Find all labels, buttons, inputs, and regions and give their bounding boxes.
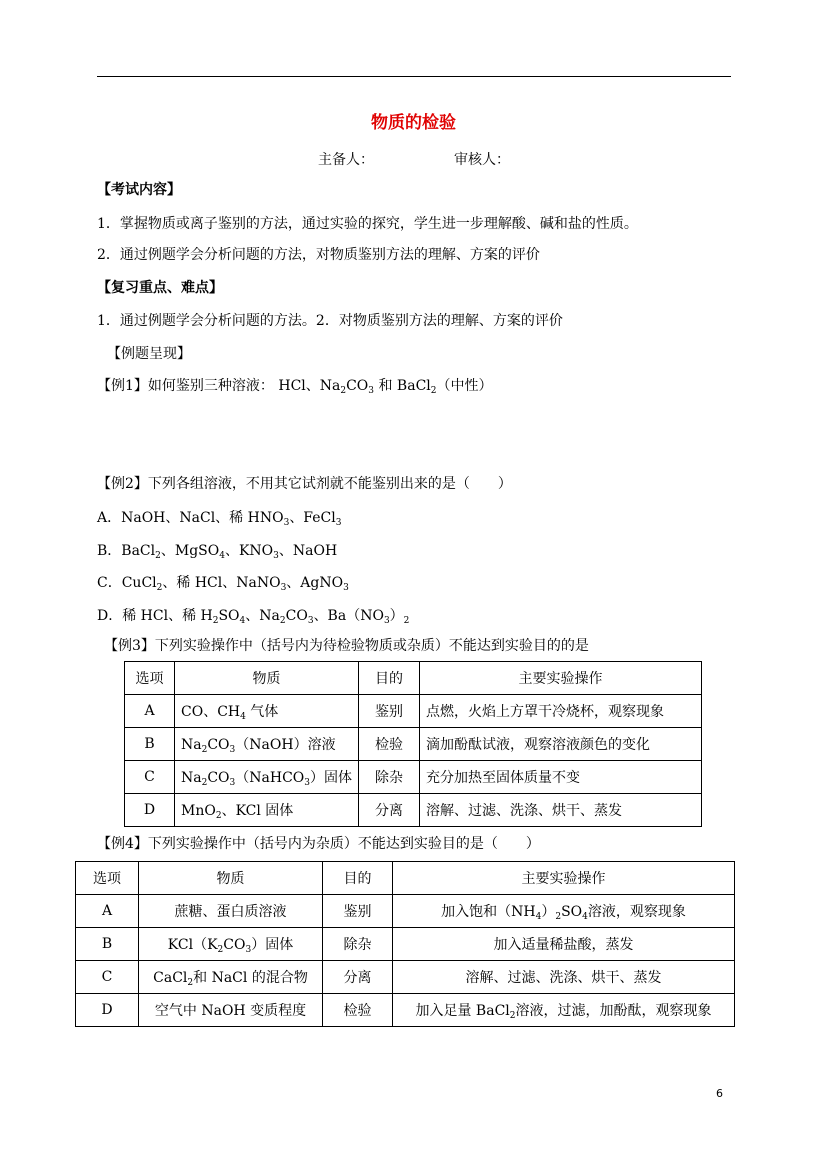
example-2-question: 【例2】下列各组溶液，不用其它试剂就不能鉴别出来的是（ ） [97,476,512,492]
exam-content-item-2: 2．通过例题学会分析问题的方法，对物质鉴别方法的理解、方案的评价 [97,247,540,263]
table-row: C $Na_2CO_3(NaHCO_3)$固体 除杂 充分加热至固体质量不变 [125,761,702,794]
example-4-question: 【例4】下列实验操作中（括号内为杂质）不能达到实验目的是（ ） [97,836,540,852]
header-option: 选项 [125,662,175,695]
page-number: 6 [716,1087,723,1100]
header-option: 选项 [76,862,139,895]
table-row: D 空气中 NaOH 变质程度 检验 加入足量 BaCl$_2$溶液，过滤，加酚酞，观察现象 [76,994,735,1027]
reviewer-label: 审核人： [454,152,510,168]
example-1-question: 【例1】如何鉴别三种溶液： HCl、$Na_2CO_3$ 和 BaCl$_2$（中性） [97,378,493,396]
table-row: D MnO$_2$、KCl 固体 分离 溶解、过滤、洗涤、烘干、蒸发 [125,794,702,827]
page-title: 物质的检验 [371,113,456,133]
header-operation: 主要实验操作 [393,862,735,895]
table-header-row [125,662,702,695]
example-3-question: 【例3】下列实验操作中（括号内为待检验物质或杂质）不能达到实验目的的是 [104,638,589,654]
example-2-option-d: D．稀 HCl、稀 $H_2SO_4$、$Na_2CO_3$、$Ba(NO_3)_2$ [97,608,410,626]
header-purpose: 目的 [359,662,420,695]
authors-line [318,150,510,170]
table-header-row [76,862,735,895]
table-row: B $KCl(K_2CO_3)$固体 除杂 加入适量稀盐酸，蒸发 [76,928,735,961]
example-4-table [75,861,735,1027]
table-row: A 蔗糖、蛋白质溶液 鉴别 加入饱和$(NH_4)_2SO_4$溶液，观察现象 [76,895,735,928]
table-row: A CO、$CH_4$ 气体 鉴别 点燃，火焰上方罩干冷烧杯，观察现象 [125,695,702,728]
header-rule [97,76,731,77]
examples-heading: 【例题呈现】 [107,346,191,362]
header-substance: 物质 [139,862,323,895]
header-purpose: 目的 [323,862,393,895]
header-operation: 主要实验操作 [420,662,702,695]
example-3-table [124,661,702,827]
table-row: B $Na_2CO_3(NaOH)$溶液 检验 滴加酚酞试液，观察溶液颜色的变化 [125,728,702,761]
section-key-points-heading: 【复习重点、难点】 [97,280,223,296]
preparer-label: 主备人： [318,152,374,168]
section-exam-content-heading: 【考试内容】 [97,182,181,198]
key-points-text: 1．通过例题学会分析问题的方法。2．对物质鉴别方法的理解、方案的评价 [97,313,563,329]
example-2-option-a: A．NaOH、NaCl、稀 $HNO_3$、FeCl$_3$ [97,510,342,528]
example-2-option-b: B．BaCl$_2$、MgSO$_4$、$KNO_3$、NaOH [97,543,338,561]
exam-content-item-1: 1．掌握物质或离子鉴别的方法，通过实验的探究，学生进一步理解酸、碱和盐的性质。 [97,216,638,232]
table-row: C CaCl$_2$和 NaCl 的混合物 分离 溶解、过滤、洗涤、烘干、蒸发 [76,961,735,994]
header-substance: 物质 [175,662,359,695]
example-2-option-c: C．CuCl$_2$、稀 HCl、NaNO$_3$、AgNO$_3$ [97,575,349,593]
